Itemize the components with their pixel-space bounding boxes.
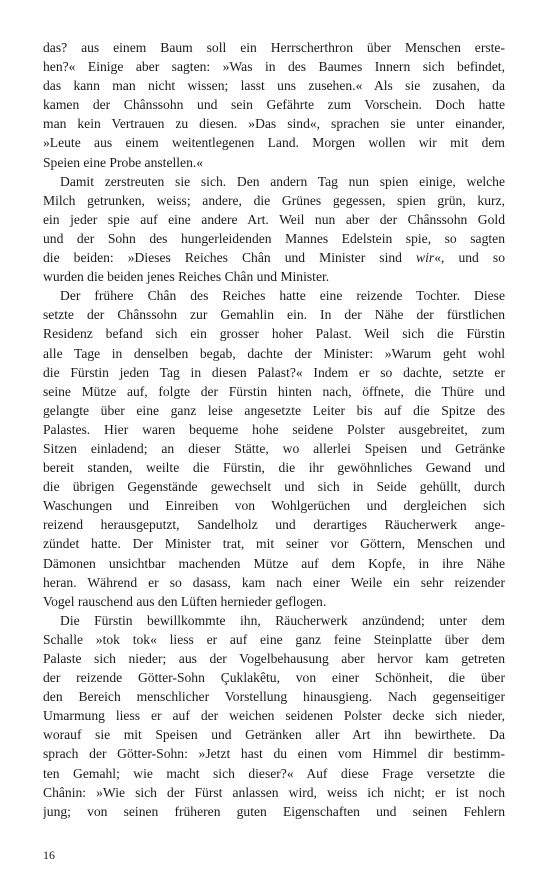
text-line: seine Mütze auf, folgte der Fürstin hinten nach, öffnete, die Thüre und [43,383,505,399]
text-line: setzte der Chânssohn zur Gemahlin ein. In der Nähe der fürstlichen [43,307,505,323]
text-line: das kann man nicht wissen; lasst uns zusehen.« Als sie zusahen, da [43,78,505,94]
text-line: sprach der Götter-Sohn: »Jetzt hast du einen vom Himmel dir bestimm- [43,746,505,762]
text-line: Der frühere Chân des Reiches hatte eine reizende Tochter. Diese [60,288,505,304]
text-line: ten Gemahl; wie macht sich dieser?« Auf diese Frage versetzte die [43,765,505,781]
text-line: Umarmung liess er auf der weichen seidenen Polster decke sich nieder, [43,708,505,724]
paragraph [43,286,505,611]
text-line: Residenz befand sich ein grosser hoher Palast. Weil sich die Fürstin [43,326,505,342]
text-line: »Leute aus einem weitentlegenen Land. Morgen wollen wir mit dem [43,135,505,151]
text-line: Milch getrunken, weiss; andere, die Grünes gegessen, spien grün, kurz, [43,192,505,208]
text-line: die übrigen Gegenstände gewechselt und sich in Seide gehüllt, durch [43,479,505,495]
text-line: worauf sie mit Speisen und Getränken aller Art ihn bewirthete. Da [43,727,505,743]
text-line: man kein Vertrauen zu diesen. »Das sind«, sprachen sie unter einander, [43,116,505,132]
text-line: Vogel rauschend aus den Lüften hernieder geflogen. [43,593,327,609]
text-line: jung; von seinen früheren guten Eigenschaften und seinen Fehlern [43,803,505,819]
text-line: heran. Während er so dasass, kam nach einer Weile ein sehr reizender [43,574,505,590]
text-line: Die Fürstin bewillkommte ihn, Räucherwerk anzündend; unter dem [60,612,505,628]
text-line: Schalle »tok tok« liess er auf eine ganz feine Steinplatte über dem [43,631,505,647]
paragraph [43,172,505,287]
body-text [43,38,505,821]
text-line: gelangte über eine ganz leise angesetzte Leiter bis auf die Spitze des [43,402,505,418]
text-line: bereit standen, weilte die Fürstin, die ihr gewöhnliches Gewand und [43,460,505,476]
text-line: Sitzen einladend; an dieser Stätte, wo allerlei Speisen und Getränke [43,440,505,456]
text-line: Waschungen und Einreiben von Wohlgerüchen und dergleichen sich [43,498,505,514]
text-line: den Bereich menschlicher Vorstellung hinausgieng. Nach gegenseitiger [43,689,505,705]
text-line: alle Tage in denselben begab, dachte der Minister: »Warum geht wohl [43,345,505,361]
text-line: und der Sohn des hungerleidenden Mannes Edelstein spie, so sagten [43,230,505,246]
text-line: hen?« Einige aber sagten: »Was in des Baumes Innern sich befindet, [43,59,505,75]
text-line: reizend herausgeputzt, Sandelholz und derartiges Räucherwerk ange- [43,517,505,533]
page-number: 16 [43,848,55,862]
text-line: wurden die beiden jenes Reiches Chân und Minister. [43,269,330,285]
text-line: kamen der Chânssohn und sein Gefährte zum Vorschein. Doch hatte [43,97,505,113]
text-line: Palastes. Hier waren bequeme hohe seidene Polster ausgebreitet, zum [43,421,505,437]
text-line: Speien eine Probe anstellen.« [43,154,204,170]
text-line: zündet hatte. Der Minister trat, mit seiner vor Göttern, Menschen und [43,536,505,552]
text-line: Palaste sich nieder; aus der Vogelbehausung aber hervor kam getreten [43,651,505,666]
text-line: Chânin: »Wie sich der Fürst anlassen wird, weiss ich nicht; er ist noch [43,784,505,800]
paragraph [43,611,505,821]
paragraph [43,38,505,172]
text-line: ein jeder spie auf eine andere Art. Weil nun aber der Chânssohn Gold [43,211,505,227]
text-line: das? aus einem Baum soll ein Herrscherthron über Menschen erste- [43,40,505,55]
text-line: die Fürstin jeden Tag in diesen Palast?« Indem er so dachte, setzte er [43,364,505,380]
text-line: der reizende Götter-Sohn Çuklakêtu, von einer Schönheit, die über [43,670,505,686]
text-line: Damit zerstreuten sie sich. Den andern Tag nun spien einige, welche [60,173,505,189]
text-line: die beiden: »Dieses Reiches Chân und Minister sind wir«, und so [43,250,505,266]
text-line: Dämonen unsichtbar machenden Mütze auf dem Kopfe, in ihre Nähe [43,555,505,571]
